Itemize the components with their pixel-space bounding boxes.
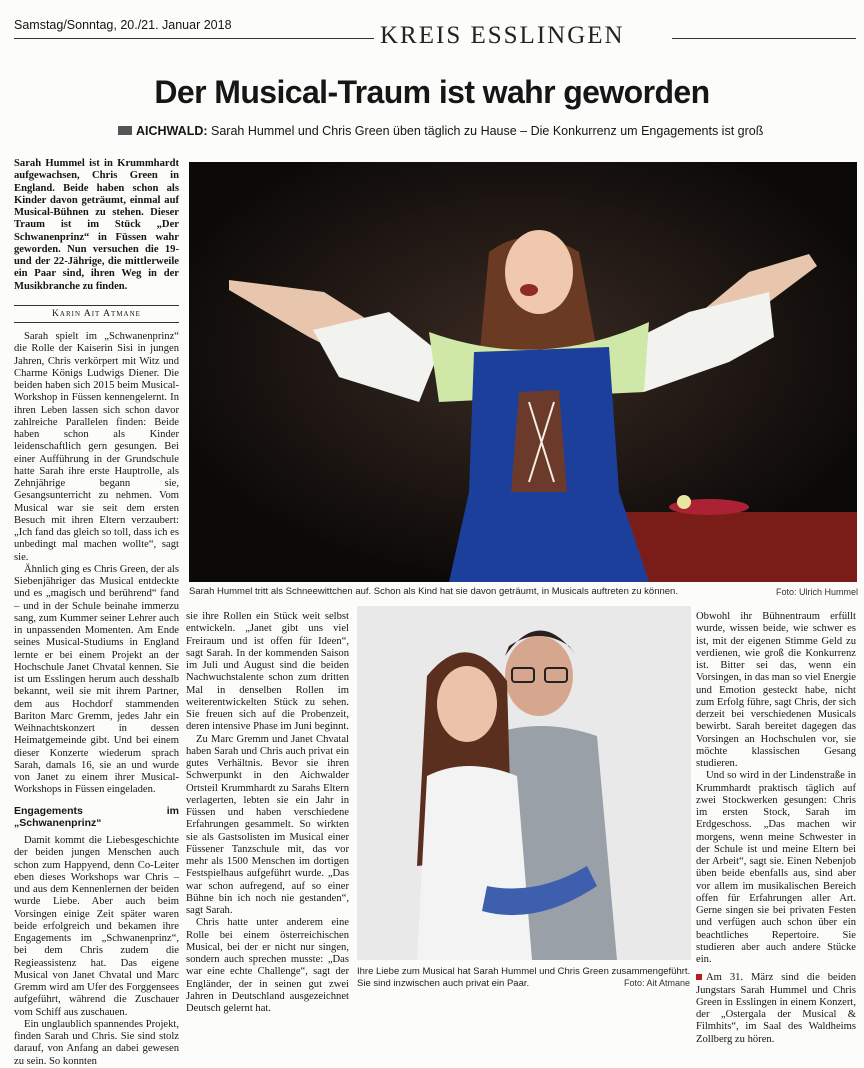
photo-caption: Sarah Hummel tritt als Schneewittchen auf. Schon als Kind hat sie davon geträumt, in Musicals auftreten zu können. — [189, 586, 678, 597]
couple-photo — [357, 606, 691, 960]
photo-credit: Foto: Ulrich Hummel — [775, 587, 858, 597]
red-marker-icon — [696, 974, 702, 980]
body-paragraph: sie ihre Rollen ein Stück weit selbst entwickeln. „Janet gibt uns viel Freiraum und ist offen für Ideen“, sagt Sarah. In der kommenden Saison im Juli und August sind die beiden Nachwuchstalente schon zum dritten Mal in denselben Rollen im weiterentwickelten Stück zu sehen. Sie freuen sich auf die Probenzeit, deren intensive Phase im Juni beginnt. — [186, 611, 349, 733]
header-rule-right — [672, 38, 856, 39]
byline: Karin Ait Atmane — [14, 305, 179, 323]
body-paragraph: Obwohl ihr Bühnentraum erfüllt wurde, wissen beide, wie schwer es ist, mit der eigenen Stimme Geld zu verdienen, wie groß die Konkurrenz ist. Bitter sei das, wenn ein Vorsingen, in das man so viel Energie und Emotion gesteckt habe, nicht zum Erfolg führe, sagt Chris, der sich derzeit bei verschiedenen Musicals bewirbt. Sarah bereitet dagegen das Vorsingen an Hochschulen vor, sie möchte klassischen Gesang studieren. — [696, 611, 856, 769]
couple-photo-caption: Ihre Liebe zum Musical hat Sarah Hummel und Chris Green zusammengeführt. Sie sind inzwischen auch privat ein Paar. — [357, 966, 691, 989]
subhead — [118, 124, 763, 138]
lead-paragraph: Sarah Hummel ist in Krummhardt aufgewachsen, Chris Green in England. Beide haben schon als Kinder davon geträumt, einmal auf Musical-Bühnen zu stehen. Dieser Traum ist im Stück „Der Schwanenprinz“ in Füssen wahr geworden. Nun versuchen die 19- und der 22-Jährige, die mittlerweile ein Paar sind, ihren Weg in der Musikbranche zu finden. — [14, 158, 179, 292]
body-paragraph: Sarah spielt im „Schwanenprinz“ die Rolle der Kaiserin Sisi in jungen Jahren, Chris verkörpert mit Witz und Charme Königs Ludwigs Diener. Die beiden haben sich 2015 beim Musical-Workshop in Füssen kennengelernt. In ihren Leben lassen sich schon davor zahlreiche Parallelen finden: Beide haben schon als Kinder leidenschaftlich gern gesungen. Bei einer Aufführung in der Grundschule hatte Sarah ihre erste Hauptrolle, als Zehnjährige begann sie, Gesangsunterricht zu nehmen. Vom Musical war sie seit dem ersten Besuch mit ihren Eltern verzaubert: „Ich fand das gleich so toll, dass ich es unbedingt mal machen wollte“, sagt sie. — [14, 331, 179, 563]
column-1 — [14, 158, 179, 1067]
section-title: KREIS ESSLINGEN — [380, 22, 625, 49]
inline-subtitle: Engagements im „Schwanenprinz“ — [14, 804, 179, 829]
headline: Der Musical-Traum ist wahr geworden — [154, 74, 710, 110]
body-paragraph: Damit kommt die Liebesgeschichte der beiden jungen Menschen auch schon zum Happyend, denn Co-Leiter eben dieses Workshops war Chris – und aus dem Kennenlernen der beiden wurde Liebe. Aber auch beim Vorsingen einige Zeit später waren beide erfolgreich und bekamen ihre Engagements im „Schwanenprinz“, bei dem Chris zudem die Regieassistenz hat. Das eigene Musical von Janet Chvatal und Marc Gremm wird am Ufer des Forggensees aufgeführt, während die Zuschauer vom Schiff aus zuschauen. — [14, 835, 179, 1018]
event-note — [696, 972, 856, 1046]
event-note-text: Am 31. März sind die beiden Jungstars Sarah Hummel und Chris Green in Esslingen in einem Konzert, der „Ostergala der Musical & Filmhits“, im Saal des Waldheims Zollberg zu hören. — [696, 972, 856, 1045]
header-rule-left — [14, 38, 374, 39]
subhead-text: Sarah Hummel und Chris Green üben täglich zu Hause – Die Konkurrenz um Engagements ist groß — [211, 124, 764, 138]
body-paragraph: Ein unglaublich spannendes Projekt, finden Sarah und Chris. Sie sind stolz darauf, von Anfang an dabei gewesen zu sein. So konnten — [14, 1018, 179, 1067]
subhead-marker — [118, 126, 132, 135]
body-paragraph: Chris hatte unter anderem eine Rolle bei einem österreichischen Musical, bei der er nicht nur singen, sondern auch sprechen musste: „Das war eine echte Challenge“, sagt der Engländer, der in seinen gut zwei Jahren in Deutschland ausgezeichnet Deutsch gelernt hat. — [186, 917, 349, 1014]
stage-photo-image — [189, 162, 857, 582]
couple-photo-image — [357, 606, 691, 960]
body-paragraph: Ähnlich ging es Chris Green, der als Siebenjähriger das Musical entdeckte und es „magisch und berührend“ fand – und in der Schule beinahe immerzu sang, zum Kummer seiner Lehrer auch in unpassenden Momenten. Am Ende seines Musical-Studiums in England lernte er bei einem Projekt an der Hochschule Janet Chvatal kennen. Sie ist um Esslingen herum auch desshalb bekannt, weil sie mit ihrem Partner, dem aus Hochdorf stammenden Bariton Marc Gremm, jedes Jahr ein Weihnachtskonzert in dessen Heimatgemeinde gibt. Und bei einem dieser Konzerte wiederum sprach Sarah, damals 16, sie an und wurde von Janet zu einem ihrer Musical-Workshops in Füssen eingeladen. — [14, 563, 179, 796]
stage-photo — [189, 162, 857, 582]
subhead-place: AICHWALD: — [136, 124, 208, 138]
body-paragraph: Und so wird in der Lindenstraße in Krummhardt praktisch täglich auf zwei Stockwerken gesungen: Chris im ersten Stock, Sarah im Erdgeschoss. „Das machen wir morgens, wenn meine Schwester in der Schule ist und meine Eltern bei der Arbeit“, sagt sie. Einen Nebenjob üben beide ebenfalls aus, sind aber vor allem im musikalischen Bereich offen für Erfahrungen aller Art. Gerne singen sie bei privaten Festen und verfügen auch schon über ein beachtliches Repertoire. Sie studieren aber auch andere Stücke ein. — [696, 770, 856, 965]
column-3 — [696, 611, 856, 1045]
body-paragraph: Zu Marc Gremm und Janet Chvatal haben Sarah und Chris auch privat ein gutes Verhältnis. Bevor sie ihren Schwerpunkt in den Aichwalder Ortsteil Krummhardt zu Sarahs Eltern verlagerten, lebten sie ein Jahr in Füssen und haben verschiedene Erfahrungen gesammelt. So wirkten sie als Gastsolisten im Musical einer Füssener Tanzschule mit, das vor mehr als 1500 Menschen im dortigen Festspielhaus aufgeführt wurde. „Das war schon aufregend, auf so einer Bühne bin ich noch nie gestanden“, sagt Sarah. — [186, 733, 349, 916]
column-2 — [186, 611, 349, 1014]
couple-photo-credit: Foto: Ait Atmane — [623, 978, 690, 988]
dateline: Samstag/Sonntag, 20./21. Januar 2018 — [14, 18, 232, 32]
